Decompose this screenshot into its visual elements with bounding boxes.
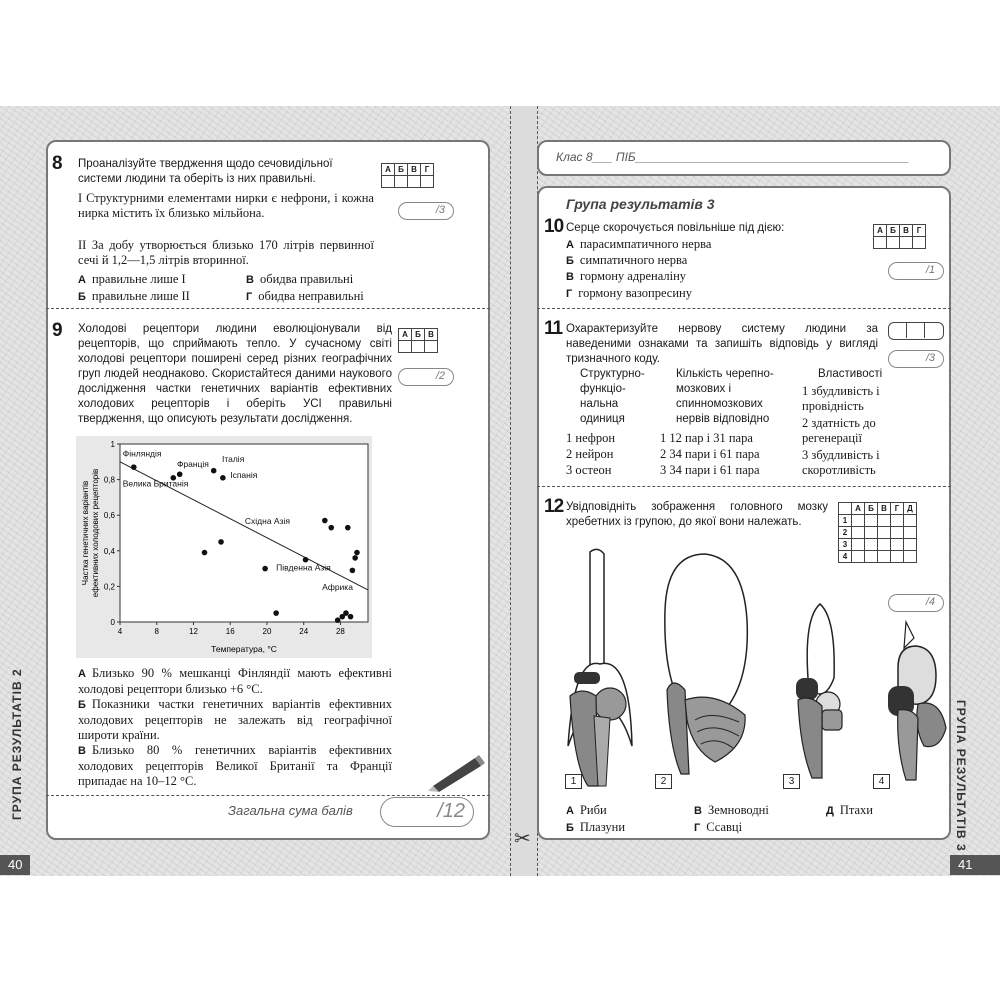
q11-number: 11 — [544, 318, 563, 339]
data-point — [218, 539, 224, 545]
x-tick-label: 12 — [189, 627, 198, 636]
q12-option-b[interactable]: Б Плазуни — [566, 820, 626, 834]
q11-prompt: Охарактеризуйте нервову систему людини за наведеними ознаками та запишіть відповідь у вигляді тризначного коду. — [566, 323, 878, 365]
q11-col3-item: 1 збудливість і провідність — [802, 384, 880, 413]
data-point — [350, 568, 356, 574]
q10-option-a[interactable]: А парасимпатичного нерва — [566, 237, 712, 251]
q11-col3-item: 3 збудливість і скоротливість — [802, 448, 880, 477]
q8-number: 8 — [52, 153, 62, 174]
data-point — [273, 610, 279, 616]
q10-answer-grid[interactable]: А Б В Г — [873, 224, 926, 249]
data-point — [352, 555, 358, 561]
q8-option-g[interactable]: Г обидва неправильні — [246, 289, 364, 303]
q12-option-a[interactable]: А Риби — [566, 803, 607, 817]
data-point — [343, 610, 349, 616]
y-tick-label: 0,8 — [103, 475, 115, 485]
image-label-1: 1 — [565, 774, 582, 789]
y-tick-label: 1 — [110, 440, 115, 449]
scissors-icon: ✂ — [514, 828, 531, 850]
q8-answer-grid[interactable]: А Б В Г — [381, 163, 434, 188]
q12-option-d[interactable]: Д Птахи — [826, 803, 873, 817]
q11-col3-item: 2 здатність до регенерації — [802, 416, 876, 445]
q8-statement-2: II За добу утворюється близько 170 літрів первинної сечі й 1,2—1,5 літрів вторинної. — [78, 238, 374, 267]
brain-illustration-2 — [655, 550, 760, 780]
group-title: Група результатів 3 — [566, 196, 715, 212]
right-sidebar-label: ГРУПА РЕЗУЛЬТАТІВ 3 — [954, 700, 968, 852]
annotation-label: Італія — [221, 453, 245, 464]
annotation-label: Франція — [176, 459, 209, 470]
q9-option-v[interactable]: В Близько 80 % генетичних варіантів ефективних холодових рецепторів Великої Британії та Франції припадає на 10–12 °С. — [78, 743, 392, 788]
annotation-label: Південна Азія — [276, 562, 331, 573]
q10-prompt: Серце скорочується повільніше під дією: — [566, 222, 785, 234]
q8-option-b[interactable]: Б правильне лише ІІ — [78, 289, 190, 303]
x-axis-label: Температура, °С — [211, 644, 277, 654]
q11-col3-title: Властивості — [818, 368, 883, 380]
q11-col2-item: 1 12 пар і 31 пара — [660, 431, 753, 445]
annotation-label: Африка — [322, 581, 353, 592]
q11-col2-title: Кількість черепно-мозкових і спинномозкових нервів відповідно — [676, 368, 774, 425]
q10-number: 10 — [544, 216, 564, 237]
data-point — [131, 464, 137, 470]
image-label-3: 3 — [783, 774, 800, 789]
x-tick-label: 8 — [154, 627, 159, 636]
data-point — [345, 525, 351, 531]
q9-number: 9 — [52, 320, 62, 341]
divider — [46, 795, 490, 796]
q10-score[interactable]: /1 — [888, 262, 944, 280]
q10-option-b[interactable]: Б симпатичного нерва — [566, 253, 688, 267]
q9-answer-grid[interactable]: А Б В — [398, 328, 438, 353]
annotation-label: Велика Британія — [122, 478, 189, 489]
q8-option-v[interactable]: В обидва правильні — [246, 272, 354, 286]
class-name-field[interactable]: Клас 8___ ПІБ_________________________________________ — [556, 150, 910, 164]
left-sidebar-label: ГРУПА РЕЗУЛЬТАТІВ 2 — [10, 668, 24, 820]
q11-col2-item: 3 34 пари і 61 пара — [660, 463, 760, 477]
divider — [46, 308, 490, 309]
q12-option-g[interactable]: Г Ссавці — [694, 820, 743, 834]
q9-option-a[interactable]: А Близько 90 % мешканці Фінляндії мають ефективні холодові рецептори близько +6 °С. — [78, 666, 392, 696]
x-tick-label: 28 — [335, 627, 345, 636]
q11-code-field[interactable] — [888, 322, 944, 340]
data-point — [220, 475, 226, 481]
page-number-left: 40 — [0, 855, 30, 875]
q9-prompt: Холодові рецептори людини еволюціонували від рецепторів, що сприймають тепло. У сучасному світі холодові рецептори поширені серед різних географічних груп людей неоднаково. Скористайтеся даними наукового дослідження частки генетичних варіантів ефективних холодових рецепторів і оберіть УСІ правильні твердження, що описують результати дослідження. — [78, 323, 392, 425]
brain-illustration-3 — [790, 598, 855, 788]
q8-option-a[interactable]: А правильне лише І — [78, 272, 186, 286]
chart-svg — [76, 436, 372, 658]
annotation-label: Фінляндія — [122, 448, 162, 459]
pencil-icon — [425, 752, 489, 792]
data-point — [211, 468, 217, 474]
x-tick-label: 24 — [299, 627, 309, 636]
q9-score[interactable]: /2 — [398, 368, 454, 386]
divider — [537, 308, 951, 309]
q12-number: 12 — [544, 496, 564, 517]
data-point — [335, 617, 341, 623]
q10-option-v[interactable]: В гормону адреналіну — [566, 269, 687, 283]
data-point — [322, 518, 328, 524]
y-axis-label: Частка генетичних варіантівефективних холодових рецепторів — [81, 468, 100, 598]
q8-prompt: Проаналізуйте твердження щодо сечовидільної системи людини та оберіть із них правильні. — [78, 158, 333, 185]
q11-col1-title: Структурно-функціо-нальна одиниця — [580, 368, 645, 425]
brain-illustration-1 — [560, 546, 640, 796]
data-point — [262, 566, 268, 572]
image-label-2: 2 — [655, 774, 672, 789]
total-score-field[interactable]: /12 — [380, 797, 474, 827]
image-label-4: 4 — [873, 774, 890, 789]
y-tick-label: 0,6 — [103, 511, 115, 521]
y-tick-label: 0,4 — [103, 546, 115, 556]
page-number-right: 41 — [950, 855, 1000, 875]
total-score-label: Загальна сума балів — [228, 803, 353, 818]
q8-statement-1: I Структурними елементами нирки є нефрони, і кожна нирка містить їх близько мільйона. — [78, 191, 374, 220]
q10-option-g[interactable]: Г гормону вазопресину — [566, 286, 692, 300]
q11-col1-item: 3 остеон — [566, 463, 612, 477]
data-point — [354, 550, 360, 556]
x-tick-label: 4 — [117, 627, 123, 636]
divider — [537, 486, 951, 487]
q12-score[interactable]: /4 — [888, 594, 944, 612]
data-point — [348, 614, 354, 620]
q11-score[interactable]: /3 — [888, 350, 944, 368]
q12-answer-grid[interactable]: А Б В Г Д 1 2 3 4 — [838, 502, 917, 563]
scatter-chart — [76, 436, 372, 658]
brain-illustration-4 — [884, 618, 948, 788]
q8-score[interactable]: /3 — [398, 202, 454, 220]
q11-col1-item: 2 нейрон — [566, 447, 614, 461]
q12-option-v[interactable]: В Земноводні — [694, 803, 769, 817]
q12-prompt: Увідповідніть зображення головного мозку хребетних із групою, до якої вони належать. — [566, 501, 828, 528]
cut-line — [510, 106, 538, 876]
data-point — [177, 471, 183, 477]
q11-col1-item: 1 нефрон — [566, 431, 616, 445]
annotation-label: Східна Азія — [244, 516, 290, 527]
data-point — [328, 525, 334, 531]
q11-col2-item: 2 34 пари і 61 пара — [660, 447, 760, 461]
y-tick-label: 0 — [110, 618, 115, 627]
y-tick-label: 0,2 — [103, 582, 115, 592]
x-tick-label: 16 — [225, 627, 235, 636]
x-tick-label: 20 — [262, 627, 272, 636]
annotation-label: Іспанія — [230, 469, 258, 480]
q9-option-b[interactable]: Б Показники частки генетичних варіантів ефективних холодових рецепторів не залежать від географічної широти країни. — [78, 697, 392, 742]
data-point — [202, 550, 208, 556]
